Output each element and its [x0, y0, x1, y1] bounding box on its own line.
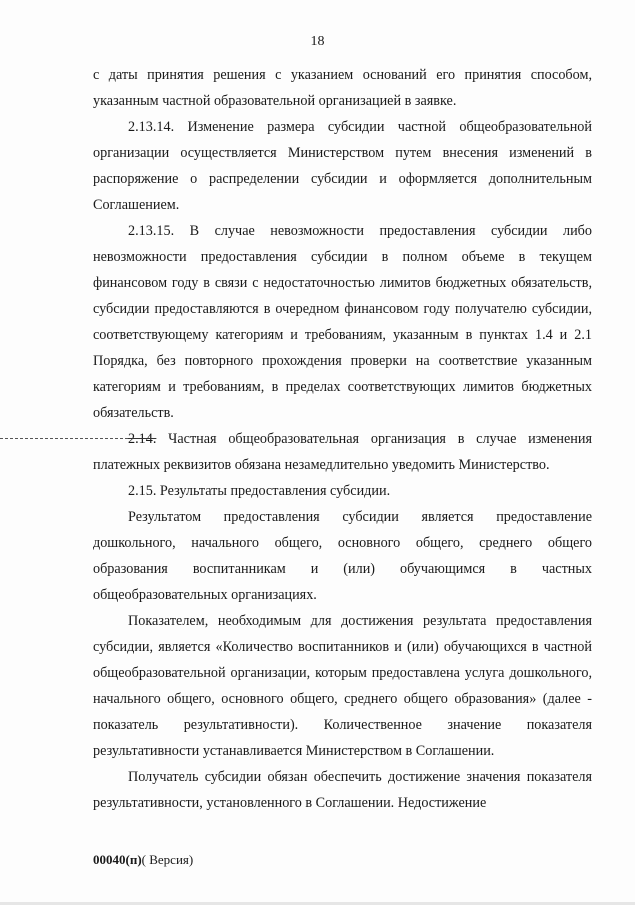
- paragraph-2-15-heading: 2.15. Результаты предоставления субсидии.: [128, 483, 391, 499]
- paragraph-2-13-14: 2.13.14. Изменение размера субсидии частной общеобразовательной организации осуществляется Министерством путем внесения изменений в распоряжение о распределении субсидии и оформляется дополнительным Соглашением.: [93, 119, 592, 213]
- paragraph-2-14: [93, 426, 592, 478]
- document-body: [93, 62, 592, 816]
- page-number: 18: [310, 34, 325, 49]
- paragraph-indicator: Показателем, необходимым для достижения результата предоставления субсидии, является «Количество воспитанников и (или) обучающихся в частной общеобразовательной организации, которым предоставлена услуга дошкольного, начального общего, основного общего, среднего общего образования» (далее - показатель результативности). Количественное значение показателя результативности устанавливается Министерством в Соглашении.: [93, 613, 592, 759]
- item-number-2-14: 2.14.: [128, 431, 157, 447]
- paragraph-2-13-15: 2.13.15. В случае невозможности предоставления субсидии либо невозможности предоставления субсидии в полном объеме в текущем финансовом году в связи с недостаточностью лимитов бюджетных обязательств, субсидии предоставляются в очередном финансовом году получателю субсидии, соответствующему категориям и требованиям, указанным в пунктах 1.4 и 2.1 Порядка, без повторного прохождения проверки на соответствие указанным категориям и требованиям, в пределах соответствующих лимитов бюджетных обязательств.: [93, 223, 592, 421]
- footer-code: 00040(п): [93, 852, 142, 867]
- paragraph-continuation: с даты принятия решения с указанием оснований его принятия способом, указанным частной образовательной организацией в заявке.: [93, 67, 592, 109]
- document-footer: [93, 852, 193, 868]
- paragraph-obligation: Получатель субсидии обязан обеспечить достижение значения показателя результативности, установленного в Соглашении. Недостижение: [93, 769, 592, 811]
- scan-artifact-line: [0, 438, 128, 439]
- footer-version: ( Версия): [141, 852, 194, 867]
- paragraph-2-14-text: Частная общеобразовательная организация в случае изменения платежных реквизитов обязана незамедлительно уведомить Министерство.: [93, 431, 592, 473]
- paragraph-result: Результатом предоставления субсидии является предоставление дошкольного, начального общего, основного общего, среднего общего образования воспитанникам и (или) обучающимся в частных общеобразовательных организациях.: [93, 509, 592, 603]
